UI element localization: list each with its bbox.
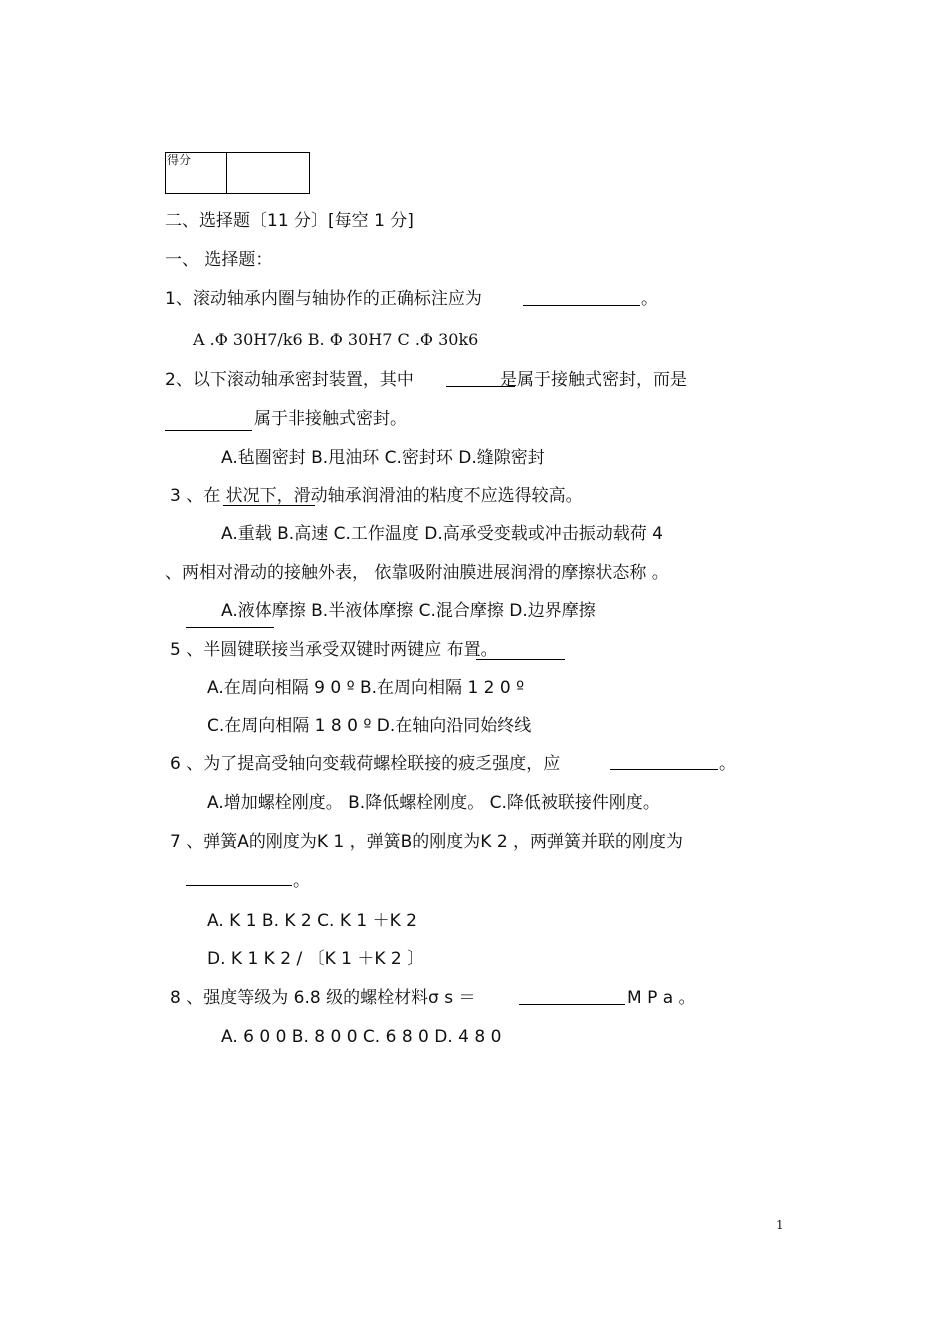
page-number: 1 [776,1218,784,1232]
question-6: 6 、为了提高受轴向变载荷螺栓联接的疲乏强度，应 [170,754,561,774]
question-7-end: 。 [293,871,310,891]
score-label: 得分 [167,153,192,167]
question-1-end: 。 [641,289,658,309]
question-2-part-a: 2、以下滚动轴承密封装置，其中 [165,370,414,390]
question-6-end: 。 [719,754,736,774]
question-2-options: A.毡圈密封 B.甩油环 C.密封环 D.缝隙密封 [221,448,545,468]
answer-blank-1[interactable] [523,305,640,306]
score-table [165,152,310,194]
answer-blank-6[interactable] [610,769,718,770]
question-4-options: A.液体摩擦 B.半液体摩擦 C.混合摩擦 D.边界摩擦 [221,601,596,621]
subheading: 一、 选择题： [165,250,273,270]
answer-blank-8[interactable] [519,1004,625,1005]
question-3-options: A.重载 B.高速 C.工作温度 D.高承受变载或冲击振动载荷 4 [221,524,663,544]
question-8: 8 、强度等级为 6.8 级的螺栓材料σ s ＝ [170,988,476,1008]
question-7-options-a: A. K 1 B. K 2 C. K 1 ＋K 2 [207,911,417,931]
question-3: 3 、在 状况下，滑动轴承润滑油的粘度不应选得较高。 [170,486,583,506]
question-5-options-a: A.在周向相隔 9 0 º B.在周向相隔 1 2 0 º [207,678,525,698]
question-8-options: A. 6 0 0 B. 8 0 0 C. 6 8 0 D. 4 8 0 [221,1027,502,1047]
answer-blank-3[interactable] [223,505,315,506]
question-5-options-b: C.在周向相隔 1 8 0 º D.在轴向沿同始终线 [207,716,532,736]
question-7: 7 、弹簧A的刚度为K 1 ，弹簧B的刚度为K 2 ，两弹簧并联的刚度为 [170,832,684,852]
question-2-part-c: 属于非接触式密封。 [254,409,407,429]
question-2-part-b: 是属于接触式密封，而是 [500,370,687,390]
section-title-text: 二、选择题〔11 分〕[每空 1 分] [165,211,414,231]
answer-blank-4[interactable] [186,627,274,628]
question-4: 、两相对滑动的接触外表， 依靠吸附油膜进展润滑的摩擦状态称 。 [165,563,669,583]
question-7-options-b: D. K 1 K 2 / 〔K 1 ＋K 2 〕 [207,949,425,969]
answer-blank-2b[interactable] [165,430,252,431]
question-5: 5 、半圆键联接当承受双键时两键应 布置。 [170,640,498,660]
question-8-end: M P a 。 [627,988,696,1008]
section-title [165,210,414,232]
question-1: 1、滚动轴承内圈与轴协作的正确标注应为 [165,289,482,309]
question-6-options: A.增加螺栓刚度。 B.降低螺栓刚度。 C.降低被联接件刚度。 [207,793,660,813]
answer-blank-7[interactable] [186,885,292,886]
score-divider [226,153,227,193]
question-1-options: A .Φ 30H7/k6 B. Φ 30H7 C .Φ 30k6 [193,330,479,349]
answer-blank-5[interactable] [476,659,565,660]
